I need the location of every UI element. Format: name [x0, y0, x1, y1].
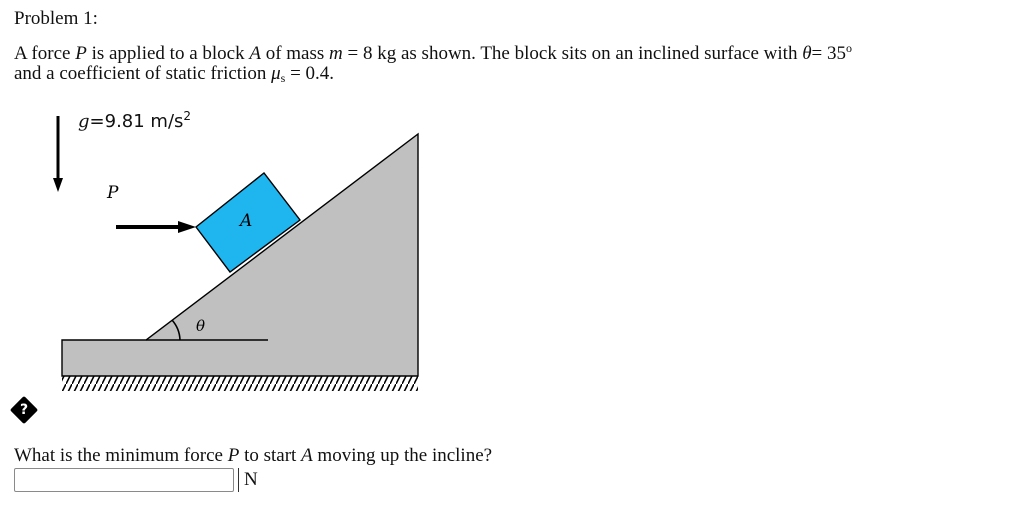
missing-glyph-icon: ? — [10, 396, 38, 424]
block-label: A — [240, 211, 253, 231]
problem-statement-line-1 — [14, 37, 852, 65]
force-variable: P — [227, 445, 240, 466]
statement-text: = 0.4. — [285, 63, 335, 84]
mass-variable: m — [329, 43, 343, 64]
gravity-exponent: 2 — [183, 109, 192, 123]
gravity-value: =9.81 m/s — [89, 111, 184, 132]
statement-text: of mass — [260, 43, 330, 64]
statement-text: = 35 — [811, 43, 847, 64]
angle-label: θ — [196, 317, 206, 335]
question-part: What is the minimum force — [14, 445, 228, 466]
statement-text: A force — [14, 43, 76, 64]
angle-variable: θ — [802, 43, 812, 64]
block-variable: A — [301, 445, 313, 466]
friction-variable: μ — [271, 63, 281, 84]
friction-subscript: s — [280, 71, 286, 85]
question-part: to start — [239, 445, 302, 466]
degree-symbol: o — [846, 41, 853, 55]
ground-hatching — [62, 376, 418, 391]
problem-heading: Problem 1: — [14, 8, 98, 29]
question-part: moving up the incline? — [312, 445, 493, 466]
statement-text: and a coefficient of static friction — [14, 63, 272, 84]
answer-input[interactable] — [14, 468, 234, 492]
problem-statement-line-2 — [14, 63, 334, 89]
statement-text: is applied to a block — [86, 43, 250, 64]
force-variable: P — [75, 43, 87, 64]
incline-figure — [0, 100, 440, 400]
question-text — [14, 445, 492, 467]
force-label: P — [107, 183, 119, 203]
unit-label: N — [238, 468, 258, 492]
statement-text: = 8 kg as shown. The block sits on an inclined surface with — [342, 43, 803, 64]
gravity-arrow — [53, 116, 63, 192]
block-variable: A — [249, 43, 261, 64]
force-arrow — [116, 221, 196, 233]
gravity-symbol: g — [78, 111, 90, 132]
